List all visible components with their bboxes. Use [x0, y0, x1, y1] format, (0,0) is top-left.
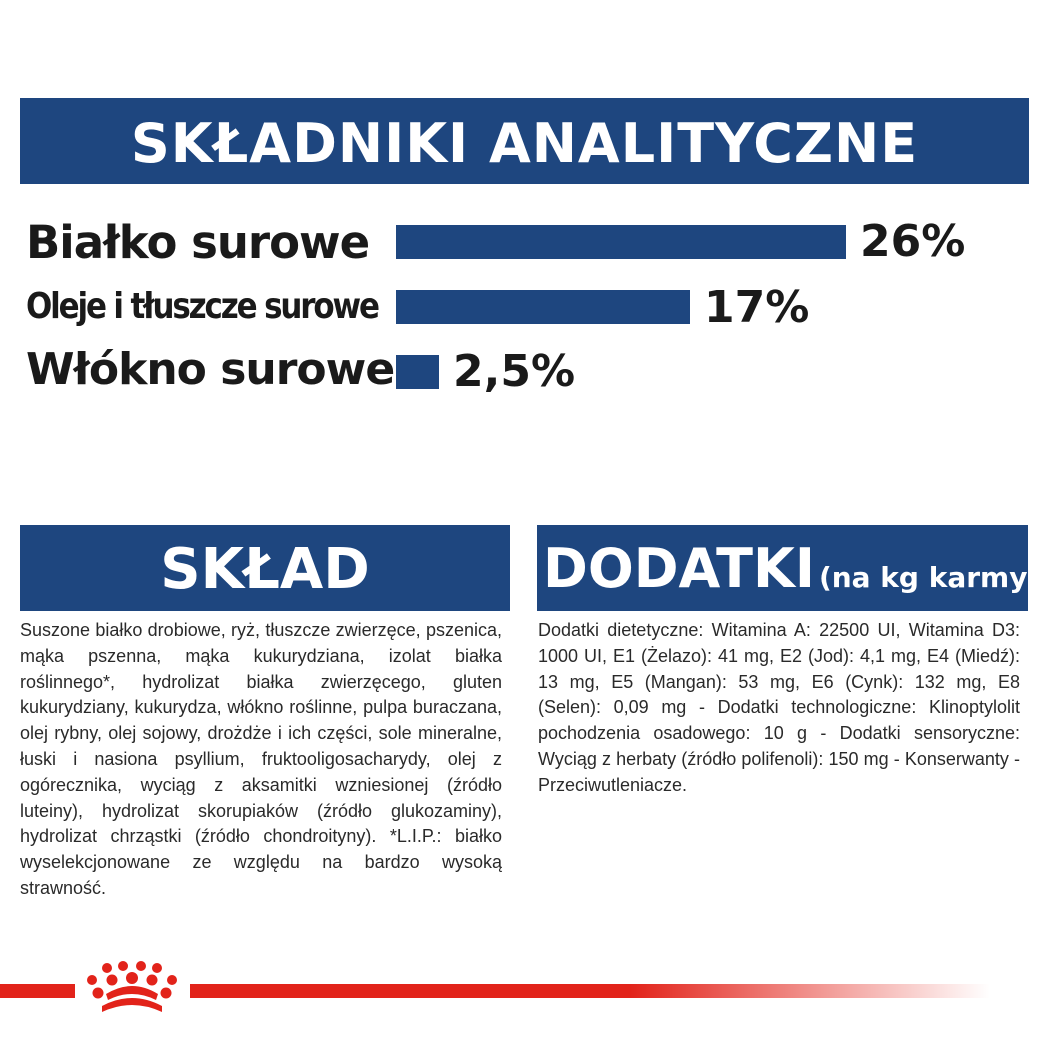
composition-text: Suszone białko drobiowe, ryż, tłuszcze zwierzęce, pszenica, mąka pszenna, mąka kukurydziana, izolat białka roślinnego*, hydrolizat białka zwierzęcego, gluten kukurydziany, kukurydza, włókno roślinne, pulpa buraczana, olej rybny, olej sojowy, drożdże i ich części, sole mineralne, łuski i nasiona psyllium, fruktooligosacharydy, olej z ogórecznika, wyciąg z aksamitki wzniesionej (źródło luteiny), hydrolizat skorupiaków (źródło glukozaminy), hydrolizat chrząstki (źródło chondroityny). *L.I.P.: białko wyselekcjonowane ze względu na bardzo wysoką strawność.: [20, 620, 502, 898]
fiber-bar: [396, 355, 439, 389]
analytical-header: [20, 98, 1029, 184]
composition-title: SKŁAD: [160, 537, 370, 602]
protein-bar: [396, 225, 846, 259]
analytical-title: SKŁADNIKI ANALITYCZNE: [130, 112, 919, 175]
additives-text: Dodatki dietetyczne: Witamina A: 22500 UI, Witamina D3: 1000 UI, E1 (Żelazo): 41 mg, E2 (Jod): 4,1 mg, E4 (Miedź): 13 mg, E5 (Mangan): 53 mg, E6 (Cynk): 132 mg, E8 (Selen): 0,09 mg - Dodatki technologiczne: Klinoptylolit pochodzenia osadowego: 10 g - Dodatki sensoryczne: Wyciąg z herbaty (źródło polifenoli): 150 mg - Konserwanty - Przeciwutleniacze.: [538, 620, 1020, 795]
additives-title: DODATKI: [543, 537, 815, 600]
protein-label: Białko surowe: [26, 216, 370, 269]
royal-crown-icon: [76, 960, 188, 1020]
additives-title-wrap: [543, 537, 1040, 600]
additives-subtitle: (na kg karmy): [818, 561, 1041, 594]
footer-red-line-right: [190, 984, 990, 998]
fat-value: 17%: [704, 282, 810, 333]
composition-header: [20, 525, 510, 611]
fiber-label: Włókno surowe: [26, 344, 395, 395]
footer-red-line-left: [0, 984, 75, 998]
protein-value: 26%: [860, 216, 966, 267]
fat-bar: [396, 290, 690, 324]
fat-label: Oleje i tłuszcze surowe: [26, 286, 378, 327]
additives-header: [537, 525, 1041, 611]
fiber-value: 2,5%: [453, 346, 576, 397]
